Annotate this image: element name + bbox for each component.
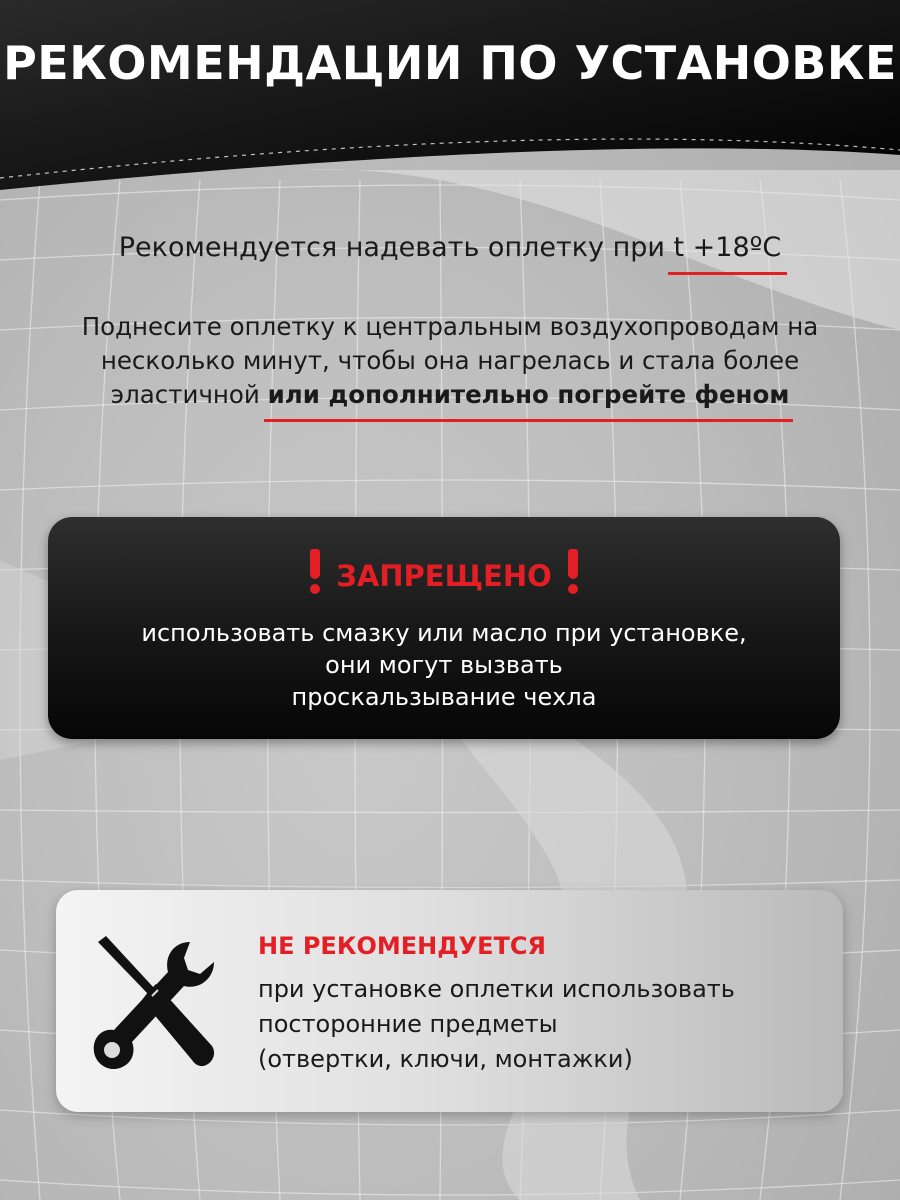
temperature-text: Рекомендуется надевать оплетку при — [118, 232, 674, 263]
temperature-recommendation — [0, 232, 900, 263]
temperature-highlight — [674, 232, 782, 263]
not-recommended-line-1: при установке оплетки использовать — [258, 975, 735, 1003]
exclamation-icon — [566, 549, 580, 595]
instruction-line-1: Поднесите оплетку к центральным воздухопроводам на — [81, 312, 819, 341]
forbidden-line-3: проскальзывание чехла — [291, 683, 597, 711]
red-underline — [668, 272, 788, 275]
temperature-value: t +18ºC — [673, 232, 782, 263]
not-recommended-line-3: (отвертки, ключи, монтажки) — [258, 1045, 633, 1073]
instruction-line-3-text: эластичной — [110, 380, 268, 409]
forbidden-line-1: использовать смазку или масло при установке, — [141, 619, 747, 647]
warming-instruction — [20, 310, 880, 412]
instruction-emphasis-text: или дополнительно погрейте феном — [267, 380, 790, 409]
not-recommended-title: НЕ РЕКОМЕНДУЕТСЯ — [258, 932, 546, 960]
screwdriver-wrench-icon — [92, 934, 222, 1074]
instruction-emphasis — [268, 378, 790, 412]
exclamation-icon — [308, 549, 322, 595]
instruction-line-2: несколько минут, чтобы она нагрелась и стала более — [100, 346, 800, 375]
red-underline — [264, 419, 794, 422]
not-recommended-line-2: посторонние предметы — [258, 1010, 558, 1038]
not-recommended-panel — [56, 890, 843, 1112]
forbidden-heading — [48, 555, 840, 601]
forbidden-line-2: они могут вызвать — [325, 651, 563, 679]
forbidden-panel — [48, 517, 840, 739]
instruction-line-3 — [20, 378, 880, 412]
forbidden-text — [48, 617, 840, 713]
forbidden-title: ЗАПРЕЩЕНО — [336, 559, 552, 593]
not-recommended-text — [258, 972, 735, 1077]
page-title: РЕКОМЕНДАЦИИ ПО УСТАНОВКЕ — [3, 36, 897, 90]
